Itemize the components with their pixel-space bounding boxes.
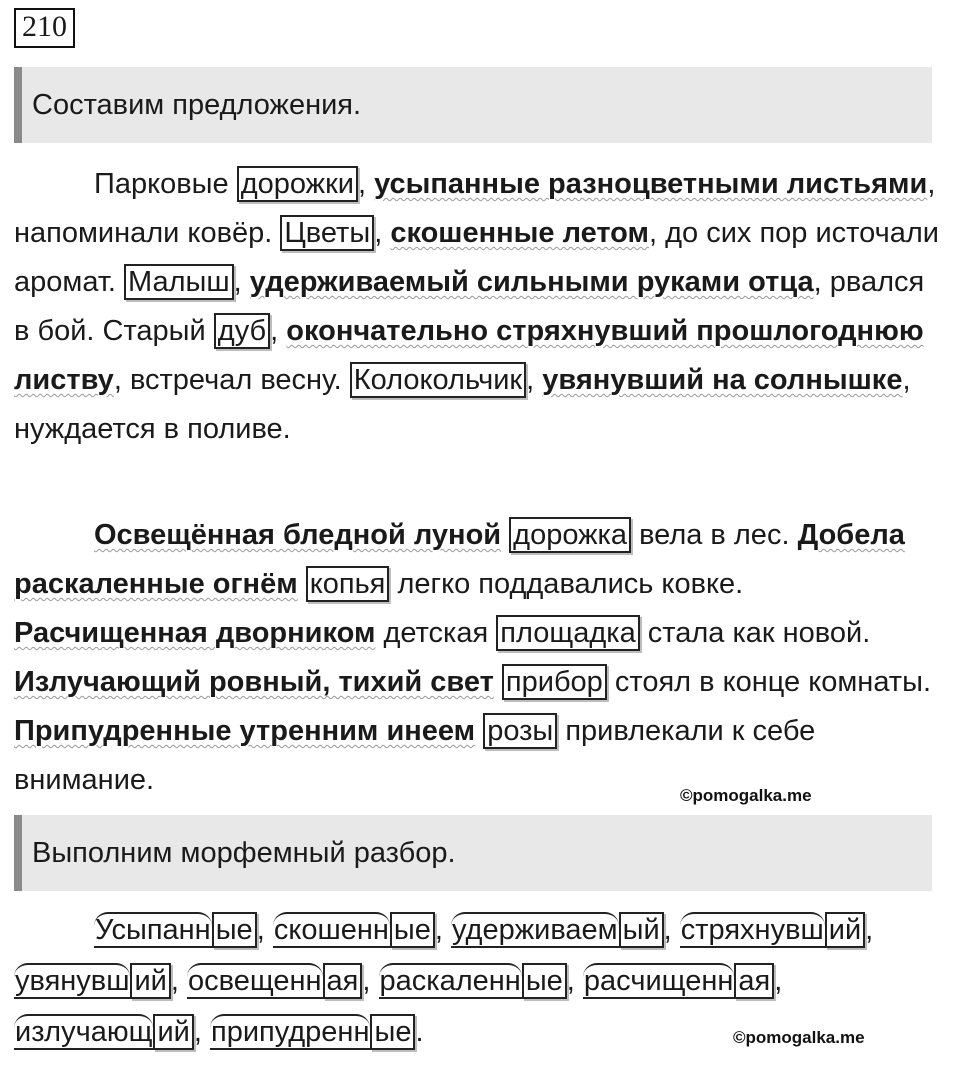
text-segment: , xyxy=(233,266,250,298)
word-ending: ый xyxy=(619,912,664,948)
word-stem: удерживаем xyxy=(452,914,618,946)
word-ending: ые xyxy=(522,963,567,999)
word-stem: раскаленн xyxy=(379,965,521,997)
text-segment: , рвался в бой. Старый xyxy=(14,266,925,347)
defined-noun: копья xyxy=(306,566,390,602)
text-segment xyxy=(494,666,502,698)
morpheme-word xyxy=(14,964,171,998)
participial-phrase: Расчищенная дворником xyxy=(14,617,376,649)
morpheme-word xyxy=(680,913,865,947)
text-segment: , xyxy=(357,168,375,200)
text-segment: , xyxy=(374,217,391,249)
defined-noun: Малыш xyxy=(124,264,234,300)
separator: , xyxy=(566,965,583,997)
morpheme-word xyxy=(583,964,774,998)
participial-phrase: Излучающий ровный, тихий свет xyxy=(14,666,494,698)
morpheme-word xyxy=(451,913,664,947)
separator: . xyxy=(415,1016,424,1048)
text-segment: привлекали к себе внимание. xyxy=(14,715,816,796)
separator: , xyxy=(256,914,273,946)
participial-phrase: усыпанные разноцветными листьями xyxy=(374,168,928,200)
word-ending: ые xyxy=(370,1014,415,1050)
morpheme-word xyxy=(14,1015,194,1049)
separator: , xyxy=(193,1016,210,1048)
word-ending: ий xyxy=(153,1014,193,1050)
morpheme-word xyxy=(187,964,362,998)
word-stem: расчищенн xyxy=(583,965,734,997)
participial-phrase: Добела раскаленные огнём xyxy=(14,519,905,600)
defined-noun: Цветы xyxy=(280,215,374,251)
section-title-morpheme: Выполним морфемный разбор. xyxy=(14,815,932,891)
separator: , xyxy=(663,914,680,946)
participial-phrase: окончательно стряхнувший прошлогоднюю листву xyxy=(14,315,924,396)
text-segment: , до сих пор источали аромат. xyxy=(14,217,939,298)
text-segment: детская xyxy=(375,617,497,649)
word-ending: ые xyxy=(390,912,435,948)
word-stem: припудренн xyxy=(210,1016,370,1048)
text-segment: , встречал весну. xyxy=(113,364,350,396)
word-ending: ые xyxy=(212,912,257,948)
defined-noun: розы xyxy=(483,713,557,749)
text-segment: , нуждается в поливе. xyxy=(14,364,911,445)
text-segment: , напоминали ковёр. xyxy=(14,168,936,249)
participial-phrase: Припудренные утренним инеем xyxy=(14,715,476,747)
text-segment: Парковые xyxy=(94,168,237,200)
defined-noun: прибор xyxy=(502,664,607,700)
watermark: ©pomogalka.me xyxy=(680,786,812,805)
separator: , xyxy=(865,914,874,946)
defined-noun: Колокольчик xyxy=(350,362,526,398)
watermark: ©pomogalka.me xyxy=(733,1028,865,1047)
morpheme-word xyxy=(210,1015,415,1049)
text-segment xyxy=(501,519,509,551)
paragraph-participial-phrases-2 xyxy=(14,511,944,805)
text-segment xyxy=(298,568,306,600)
text-segment xyxy=(475,715,483,747)
text-segment: вела в лес. xyxy=(631,519,798,551)
word-stem: Усыпанн xyxy=(95,914,211,946)
separator: , xyxy=(362,965,379,997)
word-ending: ий xyxy=(825,912,865,948)
participial-phrase: удерживаемый сильными руками отца xyxy=(249,266,814,298)
word-ending: ая xyxy=(323,963,363,999)
morpheme-word xyxy=(273,913,435,947)
text-segment: стала как новой. xyxy=(639,617,871,649)
defined-noun: площадка xyxy=(496,615,639,651)
defined-noun: дуб xyxy=(214,313,270,349)
word-stem: освещенн xyxy=(188,965,322,997)
text-segment: стоял в конце комнаты. xyxy=(606,666,931,698)
text-segment: , xyxy=(270,315,287,347)
defined-noun: дорожки xyxy=(237,166,358,202)
morpheme-word xyxy=(94,913,257,947)
section-title-sentences: Составим предложения. xyxy=(14,67,932,143)
task-number: 210 xyxy=(14,8,75,48)
paragraph-participial-phrases-1 xyxy=(14,160,944,454)
word-stem: увянувш xyxy=(15,965,130,997)
separator: , xyxy=(434,914,451,946)
word-stem: стряхнувш xyxy=(680,914,824,946)
participial-phrase: увянувший на солнышке xyxy=(542,364,903,396)
word-stem: излучающ xyxy=(15,1016,153,1048)
word-ending: ий xyxy=(130,963,170,999)
morpheme-word xyxy=(379,964,567,998)
text-segment: легко поддавались ковке. xyxy=(389,568,744,600)
defined-noun: дорожка xyxy=(509,517,631,553)
text-segment: , xyxy=(526,364,543,396)
word-ending: ая xyxy=(734,963,774,999)
participial-phrase: скошенные летом xyxy=(390,217,649,249)
separator: , xyxy=(170,965,188,997)
separator: , xyxy=(774,965,783,997)
participial-phrase: Освещённая бледной луной xyxy=(94,519,502,551)
word-stem: скошенн xyxy=(273,914,389,946)
